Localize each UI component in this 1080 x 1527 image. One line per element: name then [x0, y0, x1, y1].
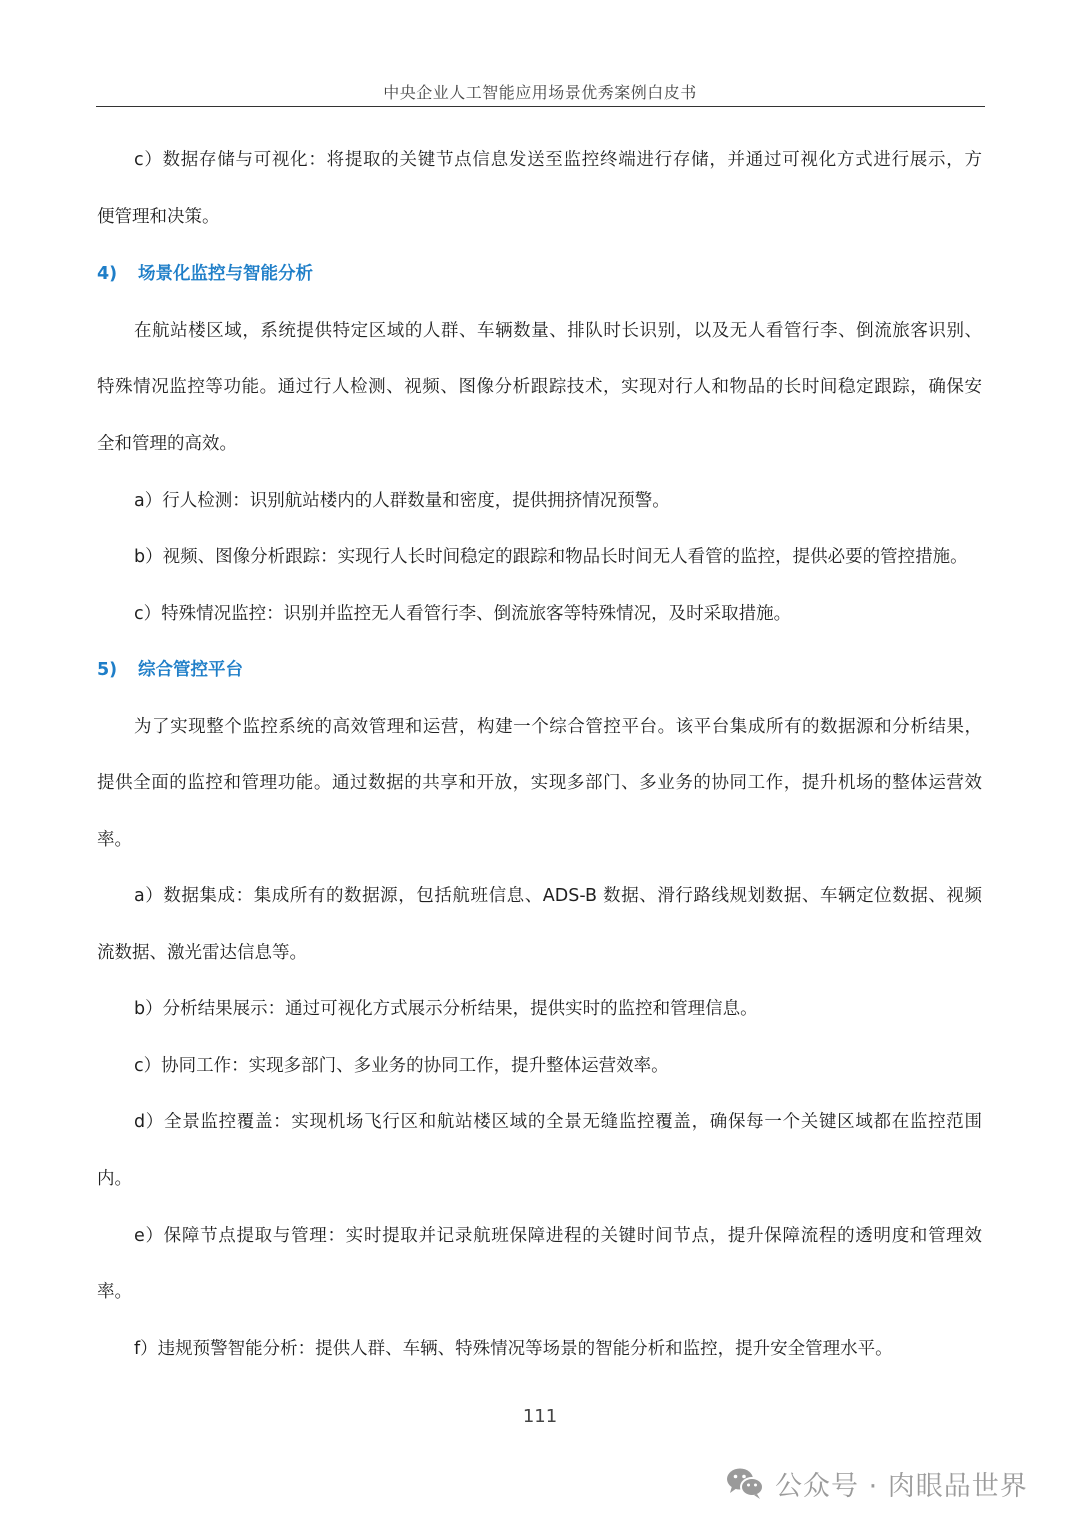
- paragraph-platform-line-3: 率。: [97, 830, 132, 850]
- header-divider: [96, 106, 985, 107]
- list-item-node-extraction-line-2: 率。: [97, 1282, 132, 1302]
- list-item-pedestrian-detection: a）行人检测：识别航站楼内的人群数量和密度，提供拥挤情况预警。: [134, 491, 670, 511]
- list-item-panoramic-line-2: 内。: [97, 1169, 132, 1189]
- list-item-violation-warning: f）违规预警智能分析：提供人群、车辆、特殊情况等场景的智能分析和监控，提升安全管理水平。: [134, 1339, 893, 1359]
- watermark-text: 公众号 · 肉眼品世界: [775, 1470, 1028, 1502]
- list-item-data-integration-line-2: 流数据、激光雷达信息等。: [97, 943, 307, 963]
- paragraph-terminal-line-3: 全和管理的高效。: [97, 434, 237, 454]
- page-number: 111: [522, 1406, 558, 1427]
- list-item-data-integration-line-1: a）数据集成：集成所有的数据源，包括航班信息、ADS-B 数据、滑行路线规划数据、车辆定位数据、视频: [134, 886, 982, 906]
- section-heading-5: [97, 658, 243, 682]
- list-item-special-monitoring: c）特殊情况监控：识别并监控无人看管行李、倒流旅客等特殊情况，及时采取措施。: [134, 604, 792, 624]
- section-number: 5): [97, 660, 118, 680]
- paragraph-storage-line-1: c）数据存储与可视化：将提取的关键节点信息发送至监控终端进行存储，并通过可视化方式进行展示，方: [134, 150, 982, 170]
- section-title: 场景化监控与智能分析: [138, 264, 313, 284]
- list-item-node-extraction-line-1: e）保障节点提取与管理：实时提取并记录航班保障进程的关键时间节点，提升保障流程的透明度和管理效: [134, 1226, 982, 1246]
- wechat-icon: [725, 1466, 765, 1500]
- list-item-collaboration: c）协同工作：实现多部门、多业务的协同工作，提升整体运营效率。: [134, 1056, 669, 1076]
- section-heading-4: [97, 262, 313, 286]
- paragraph-terminal-line-1: 在航站楼区域，系统提供特定区域的人群、车辆数量、排队时长识别，以及无人看管行李、倒流旅客识别、: [134, 321, 982, 341]
- list-item-panoramic-line-1: d）全景监控覆盖：实现机场飞行区和航站楼区域的全景无缝监控覆盖，确保每一个关键区域都在监控范围: [134, 1112, 982, 1132]
- paragraph-platform-line-2: 提供全面的监控和管理功能。通过数据的共享和开放，实现多部门、多业务的协同工作，提升机场的整体运营效: [97, 773, 982, 793]
- section-number: 4): [97, 264, 118, 284]
- section-title: 综合管控平台: [138, 660, 243, 680]
- paragraph-storage-line-2: 便管理和决策。: [97, 207, 220, 227]
- paragraph-platform-line-1: 为了实现整个监控系统的高效管理和运营，构建一个综合管控平台。该平台集成所有的数据源和分析结果，: [134, 717, 982, 737]
- header-title: 中央企业人工智能应用场景优秀案例白皮书: [383, 83, 697, 102]
- list-item-video-tracking: b）视频、图像分析跟踪：实现行人长时间稳定的跟踪和物品长时间无人看管的监控，提供必要的管控措施。: [134, 547, 968, 567]
- watermark: [725, 1463, 1028, 1503]
- paragraph-terminal-line-2: 特殊情况监控等功能。通过行人检测、视频、图像分析跟踪技术，实现对行人和物品的长时间稳定跟踪，确保安: [97, 377, 982, 397]
- list-item-result-display: b）分析结果展示：通过可视化方式展示分析结果，提供实时的监控和管理信息。: [134, 999, 758, 1019]
